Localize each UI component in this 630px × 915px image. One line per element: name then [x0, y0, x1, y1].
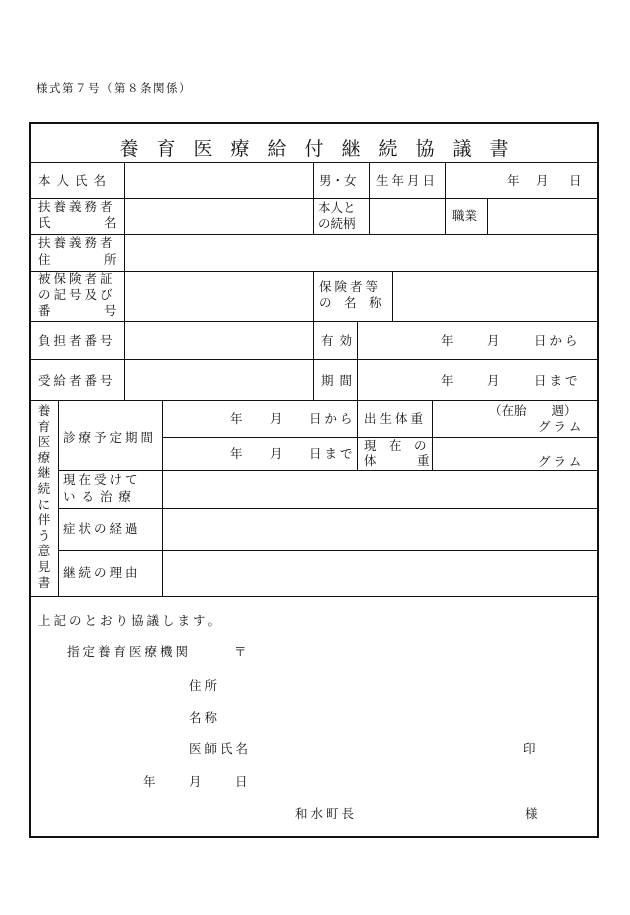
guardian-name-label: 扶養義務者: [38, 199, 116, 214]
birth-month: 月: [536, 173, 549, 188]
postal-mark: 〒: [234, 644, 247, 659]
sign-month: 月: [189, 774, 202, 789]
divider: [31, 596, 597, 597]
divider: [58, 508, 597, 509]
sign-day: 日: [235, 774, 248, 789]
period-from-suffix: 日から: [309, 411, 356, 426]
valid-to-suffix: 日まで: [534, 373, 581, 388]
sign-year: 年: [143, 774, 156, 789]
agreement-text: 上記のとおり協議します。: [38, 613, 224, 628]
divider: [31, 321, 597, 322]
insurer-label: 保険者等: [319, 279, 382, 294]
guardian-name-label-right: 名: [104, 215, 117, 230]
name-label: 本人氏名: [38, 173, 113, 188]
birth-day: 日: [569, 173, 582, 188]
divider: [313, 162, 314, 234]
divider: [31, 400, 597, 401]
insurer-label: の 名 称: [319, 295, 382, 310]
relation-label: 本人と: [318, 200, 356, 215]
sex-select[interactable]: 男・女: [319, 173, 357, 188]
divider: [31, 162, 597, 163]
current-weight-label-left: 体: [364, 453, 377, 468]
divider: [31, 198, 597, 199]
symptom-label: 症状の経過: [63, 521, 141, 536]
divider: [369, 162, 370, 234]
form-title: 養育医療給付継続協議書: [119, 138, 527, 160]
insurance-label: の記号及び: [38, 287, 116, 302]
insurance-label: 被保険者証: [38, 271, 116, 286]
guardian-address-label-right: 所: [104, 252, 117, 267]
current-weight-label: 現 在 の: [364, 438, 427, 453]
gestation-note: （在胎 週）: [489, 403, 577, 418]
valid-to-month: 月: [487, 373, 500, 388]
gram-unit: グラム: [538, 454, 585, 469]
addressee: 和水町長: [295, 806, 358, 821]
guardian-name-label-left: 氏: [38, 215, 51, 230]
gram-unit: グラム: [538, 419, 585, 434]
guardian-address-label: 扶養義務者: [38, 235, 116, 250]
valid-period-label: 期間: [321, 373, 359, 388]
divider: [445, 198, 446, 234]
seal-mark: 印: [523, 741, 536, 756]
divider: [432, 400, 433, 470]
valid-to-year: 年: [441, 373, 454, 388]
form-number: 様式第７号（第８条関係）: [36, 81, 192, 95]
reason-label: 継続の理由: [63, 565, 141, 580]
address-label: 住所: [189, 678, 221, 693]
period-from-month: 月: [270, 411, 283, 426]
treatment-period-label: 診療予定期間: [63, 430, 157, 445]
divider: [31, 271, 597, 272]
divider: [357, 400, 358, 470]
current-treatment-label: いる治療: [63, 489, 138, 504]
period-to-month: 月: [270, 446, 283, 461]
payer-number-label: 負担者番号: [38, 333, 116, 348]
period-to-suffix: 日まで: [309, 446, 356, 461]
opinion-side-label: 養育医療継続に伴う意見書: [37, 403, 51, 590]
institution-name-label: 名称: [189, 710, 221, 725]
divider: [162, 400, 163, 596]
valid-from-suffix: 日から: [534, 333, 581, 348]
occupation-label: 職業: [452, 208, 478, 223]
divider: [124, 162, 125, 400]
insurance-label-left: 番: [38, 303, 51, 318]
birth-year: 年: [507, 173, 520, 188]
divider: [58, 550, 597, 551]
current-treatment-label: 現在受けて: [63, 472, 141, 487]
valid-from-month: 月: [487, 333, 500, 348]
relation-label: の続柄: [318, 216, 356, 231]
period-from-year: 年: [230, 411, 243, 426]
divider: [392, 271, 393, 321]
birth-weight-label: 出生体重: [364, 411, 427, 426]
divider: [58, 470, 597, 471]
divider: [445, 162, 446, 198]
divider: [58, 400, 59, 596]
valid-from-year: 年: [441, 333, 454, 348]
doctor-name-label: 医師氏名: [189, 741, 252, 756]
period-to-year: 年: [230, 446, 243, 461]
valid-period-label: 有効: [321, 333, 359, 348]
honorific: 様: [525, 806, 538, 821]
divider: [31, 359, 597, 360]
guardian-address-label-left: 住: [38, 252, 51, 267]
institution-label: 指定養育医療機関: [67, 644, 192, 659]
divider: [31, 234, 597, 235]
recipient-number-label: 受給者番号: [38, 373, 116, 388]
current-weight-label-right: 重: [417, 453, 430, 468]
divider: [487, 198, 488, 234]
divider: [313, 271, 314, 400]
consultation-form: [29, 122, 599, 838]
birth-label: 生年月日: [376, 173, 439, 188]
insurance-label-right: 号: [104, 303, 117, 318]
